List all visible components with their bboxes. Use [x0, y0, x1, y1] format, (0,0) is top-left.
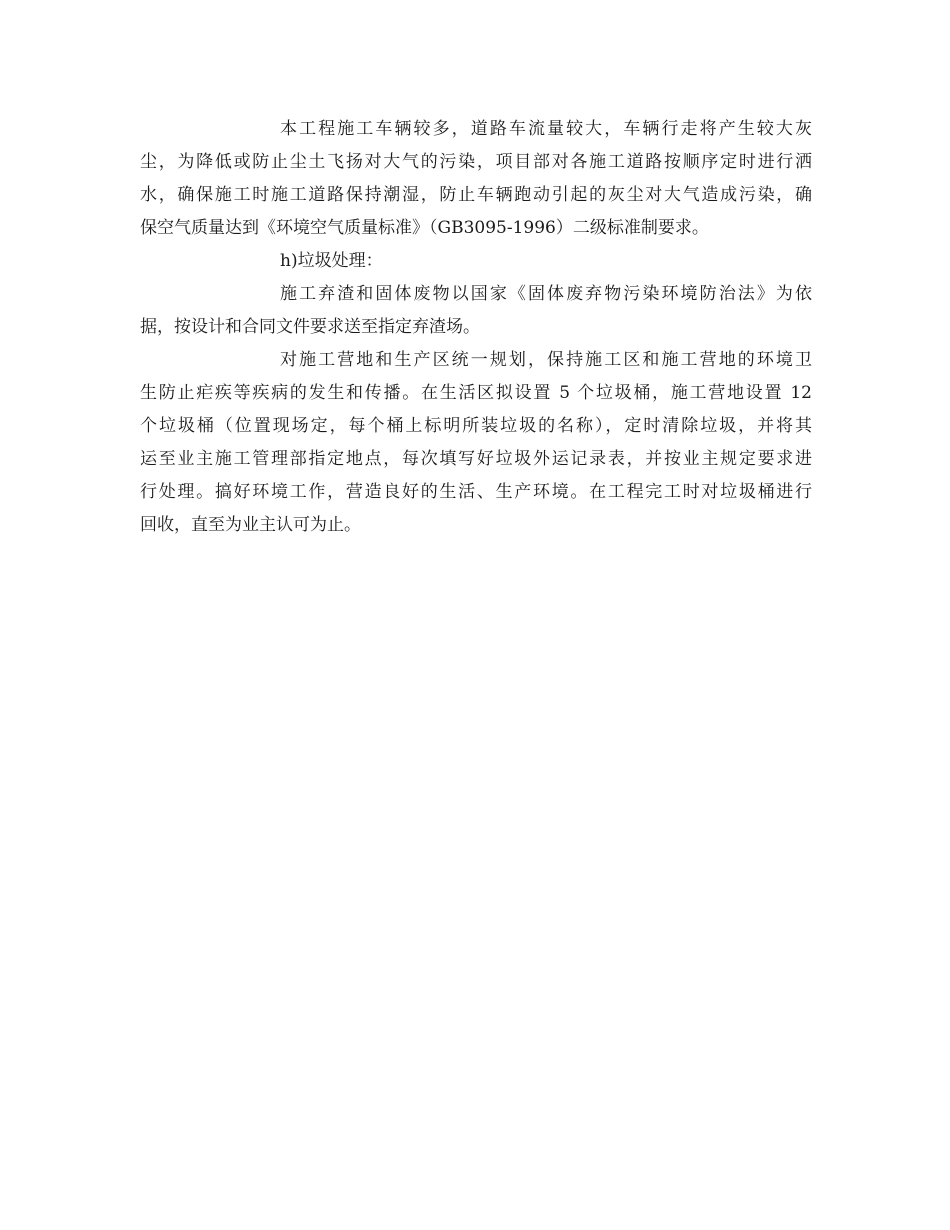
paragraph-line: 尘，为降低或防止尘土飞扬对大气的污染，项目部对各施工道路按顺序定时进行洒 — [140, 152, 812, 172]
paragraph-line: 对施工营地和生产区统一规划，保持施工区和施工营地的环境卫 — [280, 350, 812, 370]
paragraph-line: 行处理。搞好环境工作，营造良好的生活、生产环境。在工程完工时对垃圾桶进行 — [140, 482, 812, 502]
paragraph-line: 个垃圾桶（位置现场定，每个桶上标明所装垃圾的名称），定时清除垃圾，并将其 — [140, 416, 812, 436]
paragraph-line: 据，按设计和合同文件要求送至指定弃渣场。 — [140, 317, 480, 337]
paragraph-line: 运至业主施工管理部指定地点，每次填写好垃圾外运记录表，并按业主规定要求进 — [140, 449, 812, 469]
paragraph-line: 生防止疟疾等疾病的发生和传播。在生活区拟设置 5 个垃圾桶，施工营地设置 12 — [140, 383, 812, 403]
document-body — [140, 113, 812, 542]
paragraph-line: 回收，直至为业主认可为止。 — [140, 515, 361, 535]
paragraph-line: 施工弃渣和固体废物以国家《固体废弃物污染环境防治法》为依 — [280, 284, 812, 304]
paragraph-solid-waste — [140, 278, 812, 344]
section-heading-waste — [140, 245, 812, 278]
paragraph-line: 水，确保施工时施工道路保持潮湿，防止车辆跑动引起的灰尘对大气造成污染，确 — [140, 185, 812, 205]
section-heading: h)垃圾处理： — [280, 251, 383, 271]
paragraph-line: 本工程施工车辆较多，道路车流量较大，车辆行走将产生较大灰 — [280, 119, 812, 139]
paragraph-line: 保空气质量达到《环境空气质量标准》（GB3095-1996）二级标准制要求。 — [140, 218, 709, 238]
paragraph-dust-control — [140, 113, 812, 245]
paragraph-camp-hygiene — [140, 344, 812, 542]
